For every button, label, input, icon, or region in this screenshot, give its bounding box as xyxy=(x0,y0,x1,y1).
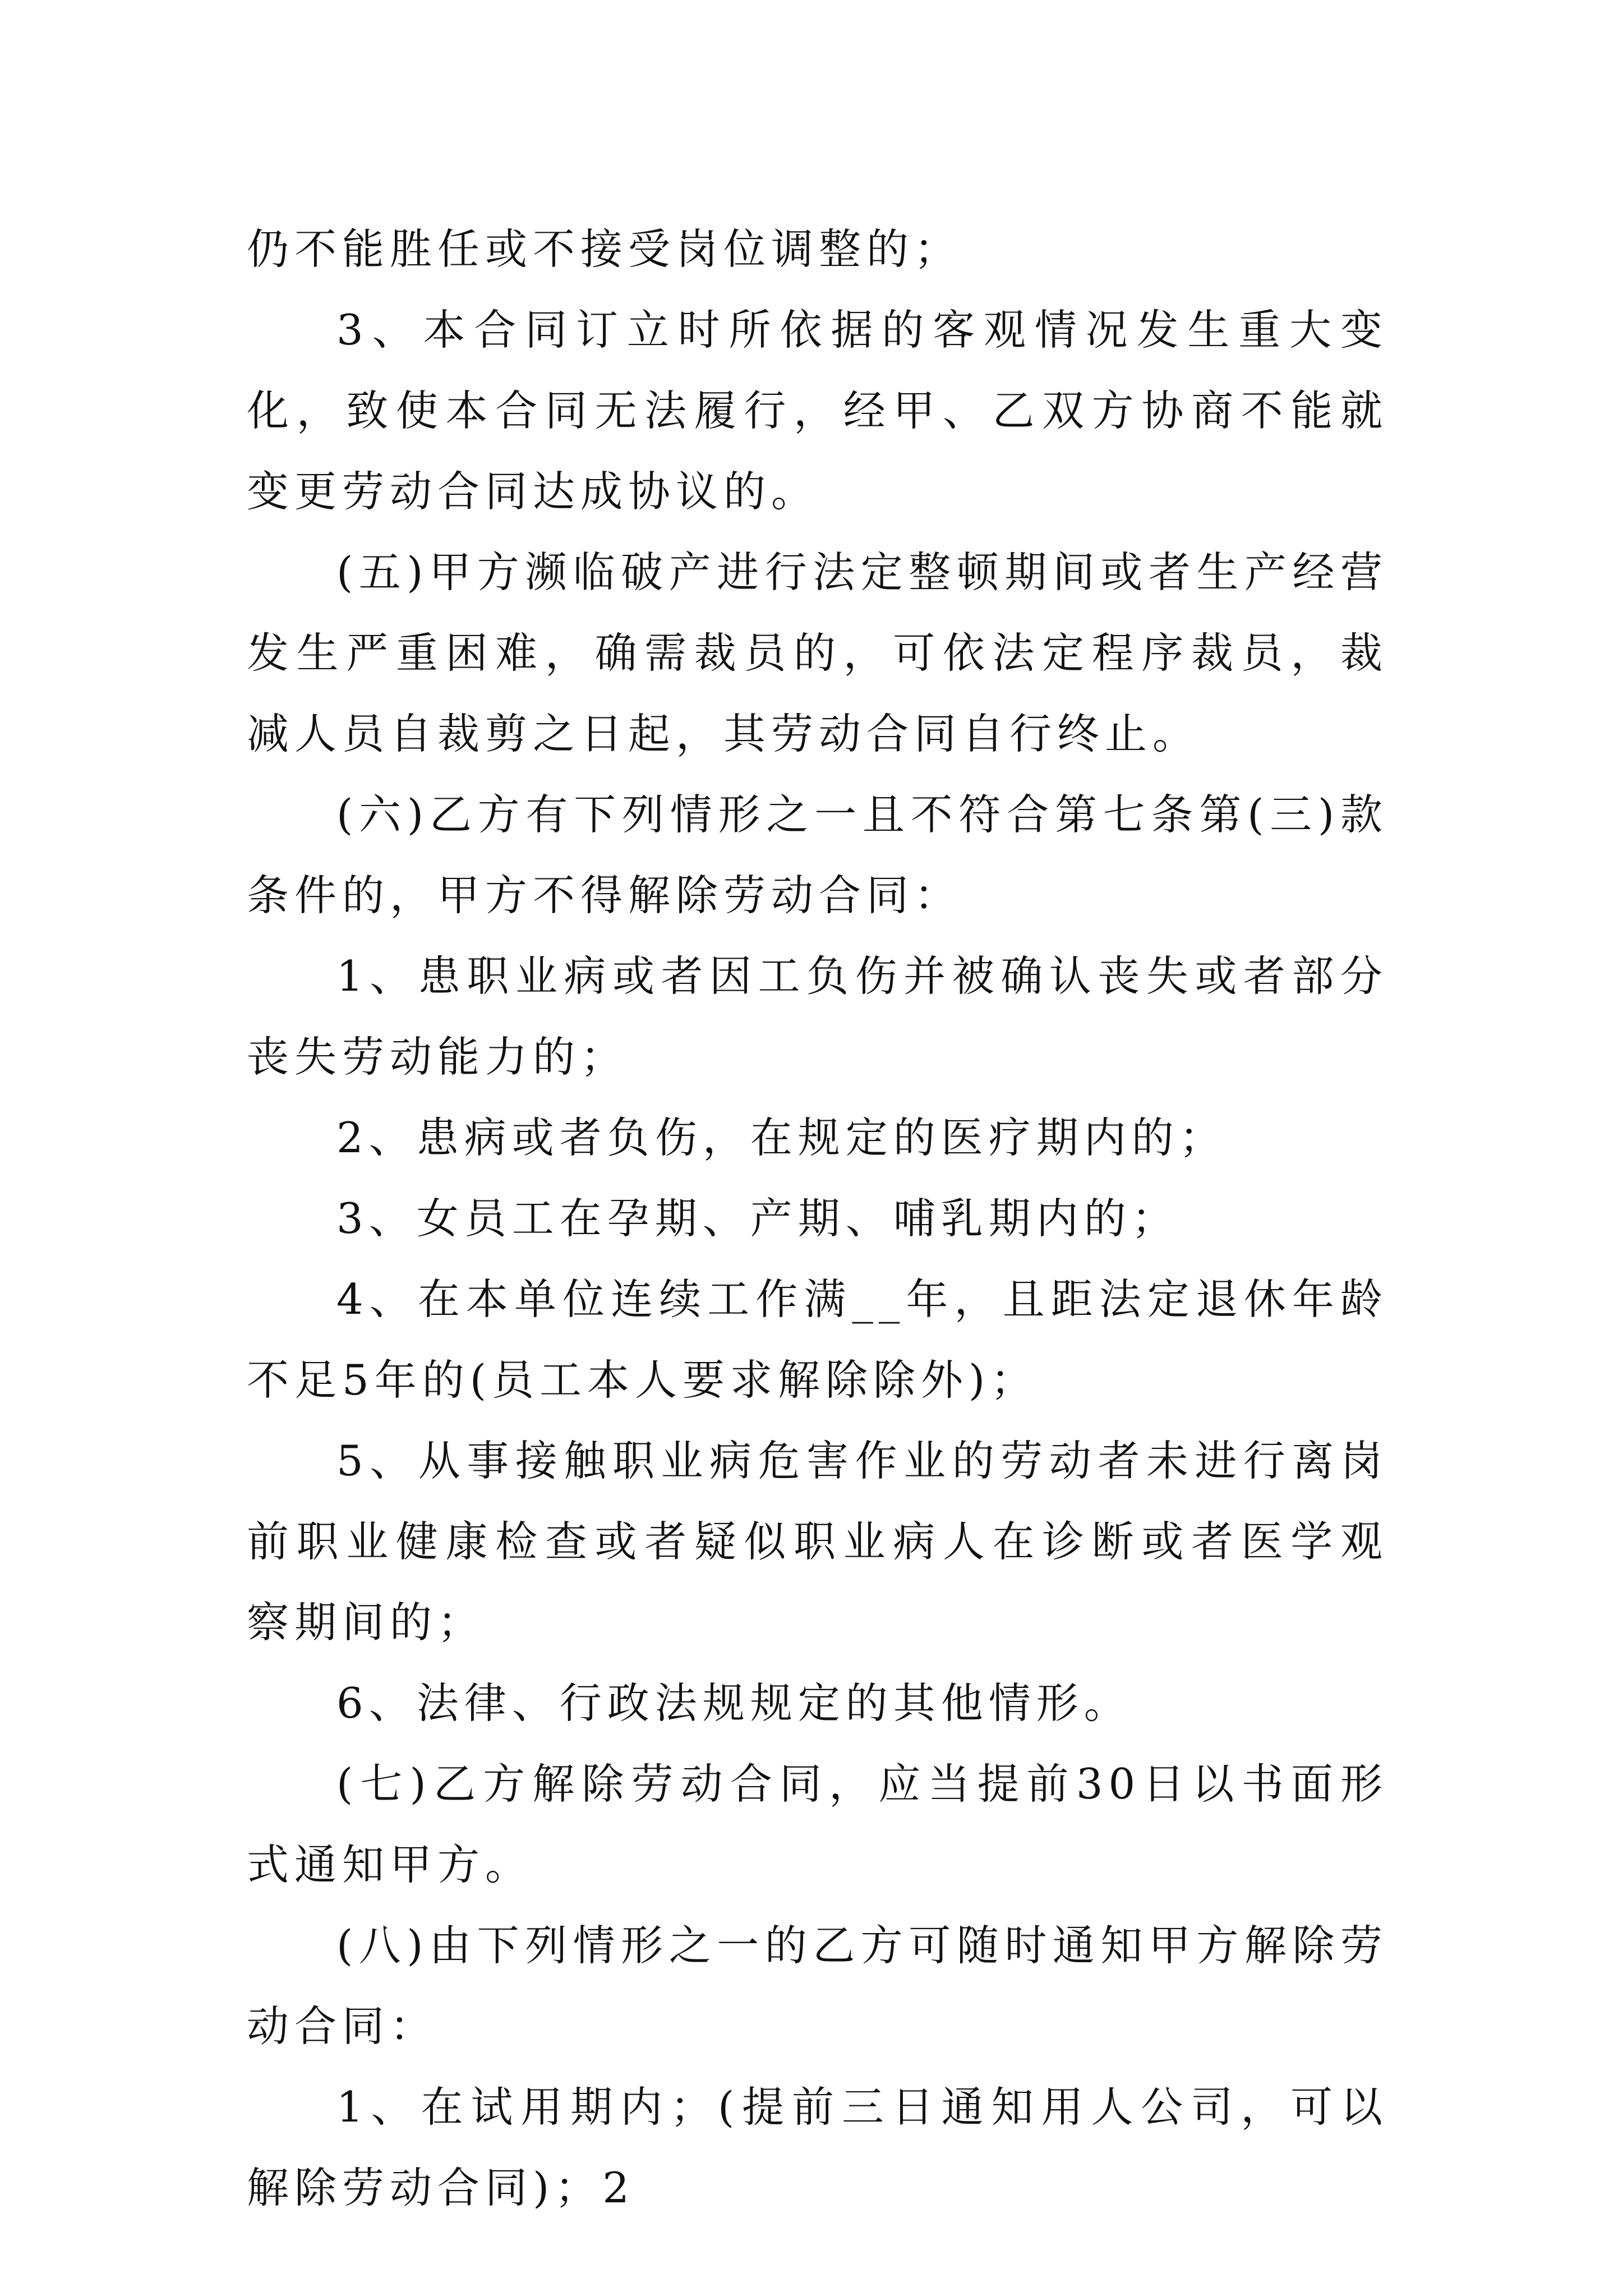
paragraph-3: (五)甲方濒临破产进行法定整顿期间或者生产经营发生严重困难，确需裁员的，可依法定程序裁员，裁减人员自裁剪之日起，其劳动合同自行终止。 xyxy=(247,547,1388,758)
paragraph-11: (七)乙方解除劳动合同，应当提前30日以书面形式通知甲方。 xyxy=(247,1759,1388,1889)
paragraph-10: 6、法律、行政法规规定的其他情形。 xyxy=(336,1678,1132,1728)
paragraph-8: 4、在本单位连续工作满__年，且距法定退休年龄不足5年的(员工本人要求解除除外)； xyxy=(247,1274,1388,1405)
paragraph-13: 1、在试用期内；(提前三日通知用人公司，可以解除劳动合同)；2 xyxy=(247,2082,1388,2212)
document-body xyxy=(247,209,1388,2228)
paragraph-12: (八)由下列情形之一的乙方可随时通知甲方解除劳动合同： xyxy=(247,1921,1388,2051)
paragraph-6: 2、患病或者负伤，在规定的医疗期内的； xyxy=(336,1113,1227,1162)
paragraph-1: 仍不能胜任或不接受岗位调整的； xyxy=(247,224,962,274)
paragraph-2: 3、本合同订立时所依据的客观情况发生重大变化，致使本合同无法履行，经甲、乙双方协商不能就变更劳动合同达成协议的。 xyxy=(247,305,1388,516)
paragraph-9: 5、从事接触职业病危害作业的劳动者未进行离岗前职业健康检查或者疑似职业病人在诊断或者医学观察期间的； xyxy=(247,1436,1388,1647)
paragraph-4: (六)乙方有下列情形之一且不符合第七条第(三)款条件的，甲方不得解除劳动合同： xyxy=(247,790,1388,920)
paragraph-5: 1、患职业病或者因工负伤并被确认丧失或者部分丧失劳动能力的； xyxy=(247,951,1388,1082)
paragraph-7: 3、女员工在孕期、产期、哺乳期内的； xyxy=(336,1194,1179,1243)
